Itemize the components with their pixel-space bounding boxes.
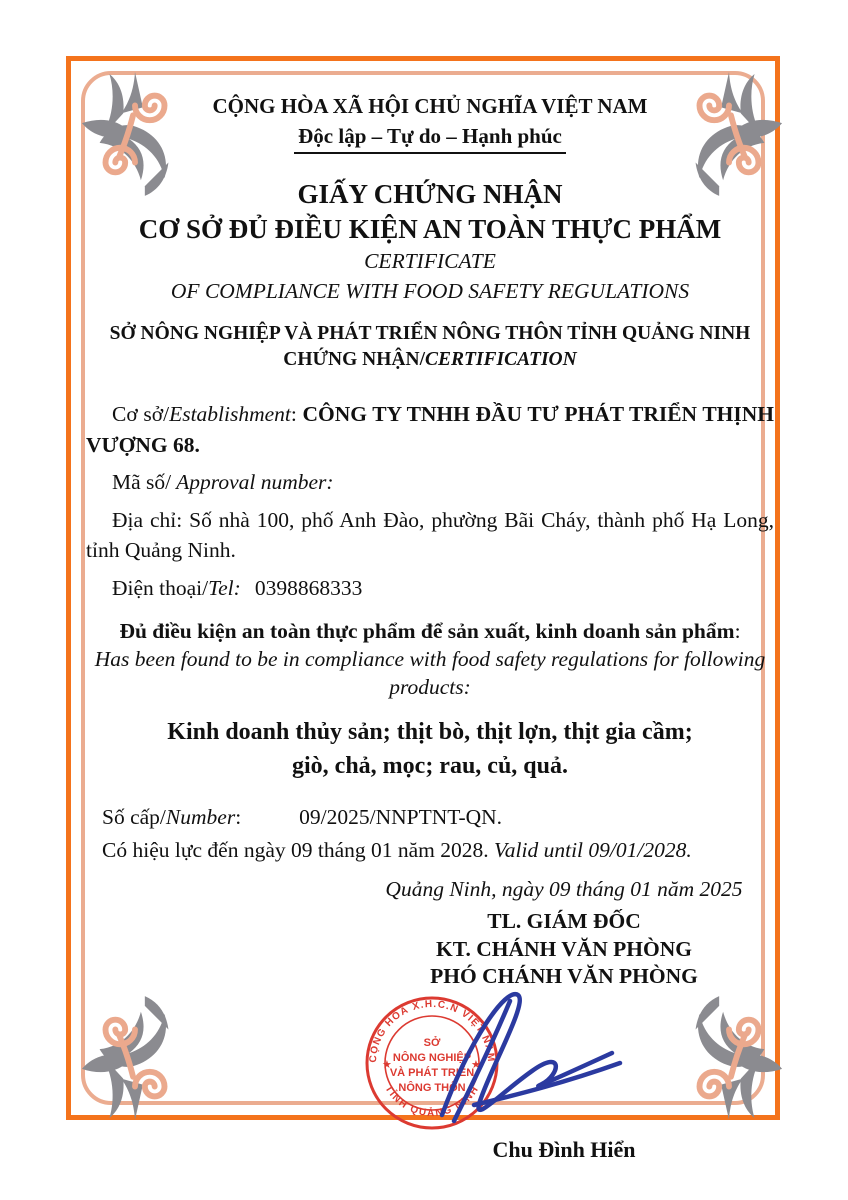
signature-block: [354, 877, 774, 1163]
stamp-center-line2: NÔNG NGHIỆP: [392, 1052, 472, 1065]
certificate-title-en-line2: OF COMPLIANCE WITH FOOD SAFETY REGULATIONS: [170, 278, 690, 303]
issuing-authority-line1: SỞ NÔNG NGHIỆP VÀ PHÁT TRIỂN NÔNG THÔN TỈNH QUẢNG NINH: [109, 322, 751, 344]
stamp-center-line3: VÀ PHÁT TRIỂN: [389, 1067, 475, 1080]
issuing-authority-line2: CHỨNG NHẬN/CERTIFICATION: [283, 348, 577, 370]
stamp-and-signature-area: [354, 991, 774, 1137]
phone-field: Điện thoại/Tel: 0398868333: [112, 575, 363, 600]
compliance-statement-vi: Đủ điều kiện an toàn thực phẩm để sản xuất, kinh doanh sản phẩm:: [119, 619, 741, 644]
issue-number-field: Số cấp/Number: 09/2025/NNPTNT-QN.: [102, 805, 503, 830]
place-and-date: Quảng Ninh, ngày 09 tháng 01 năm 2025: [385, 877, 743, 902]
certificate-content: [86, 94, 774, 1163]
stamp-arc-bottom-text: TỈNH QUẢNG NINH: [382, 1083, 482, 1120]
address-field: Địa chỉ: Số nhà 100, phố Anh Đào, phường Bãi Cháy, thành phố Hạ Long, tỉnh Quảng Ninh.: [86, 507, 774, 563]
signer-title-line3: PHÓ CHÁNH VĂN PHÒNG: [430, 963, 698, 988]
stamp-arc-top-text: CỘNG HOÀ X.H.C.N VIỆT NAM: [367, 998, 497, 1064]
compliance-statement-en: Has been found to be in compliance with food safety regulations for following products:: [94, 647, 766, 700]
stamp-star-right: ★: [471, 1059, 481, 1072]
stamp-center-line1: SỞ: [423, 1037, 441, 1050]
stamp-center-line4: NÔNG THÔN: [398, 1082, 466, 1095]
validity-field: Có hiệu lực đến ngày 09 tháng 01 năm 2028. Valid until 09/01/2028.: [102, 838, 692, 863]
national-motto-line2: Độc lập – Tự do – Hạnh phúc: [86, 124, 774, 154]
certificate-title-vi-line1: GIẤY CHỨNG NHẬN: [297, 179, 563, 210]
products-list: Kinh doanh thủy sản; thịt bò, thịt lợn, thịt gia cầm; giò, chả, mọc; rau, củ, quả.: [167, 719, 693, 779]
signer-title-line2: KT. CHÁNH VĂN PHÒNG: [435, 936, 693, 961]
certificate-title-vi-line2: CƠ SỞ ĐỦ ĐIỀU KIỆN AN TOÀN THỰC PHẨM: [138, 213, 722, 244]
national-motto-line1: CỘNG HÒA XÃ HỘI CHỦ NGHĨA VIỆT NAM: [212, 94, 648, 118]
stamp-star-left: ★: [382, 1059, 392, 1072]
handwritten-signature-icon: [412, 977, 662, 1127]
certificate-title-en-line1: CERTIFICATE: [364, 248, 496, 273]
signer-name: Chu Đình Hiển: [492, 1137, 636, 1163]
establishment-field: Cơ sở/Establishment: CÔNG TY TNHH ĐẦU TƯ PHÁT TRIỂN THỊNH VƯỢNG 68.: [86, 402, 775, 457]
signer-title-line1: TL. GIÁM ĐỐC: [487, 909, 641, 934]
approval-number-field: Mã số/ Approval number:: [112, 470, 334, 495]
